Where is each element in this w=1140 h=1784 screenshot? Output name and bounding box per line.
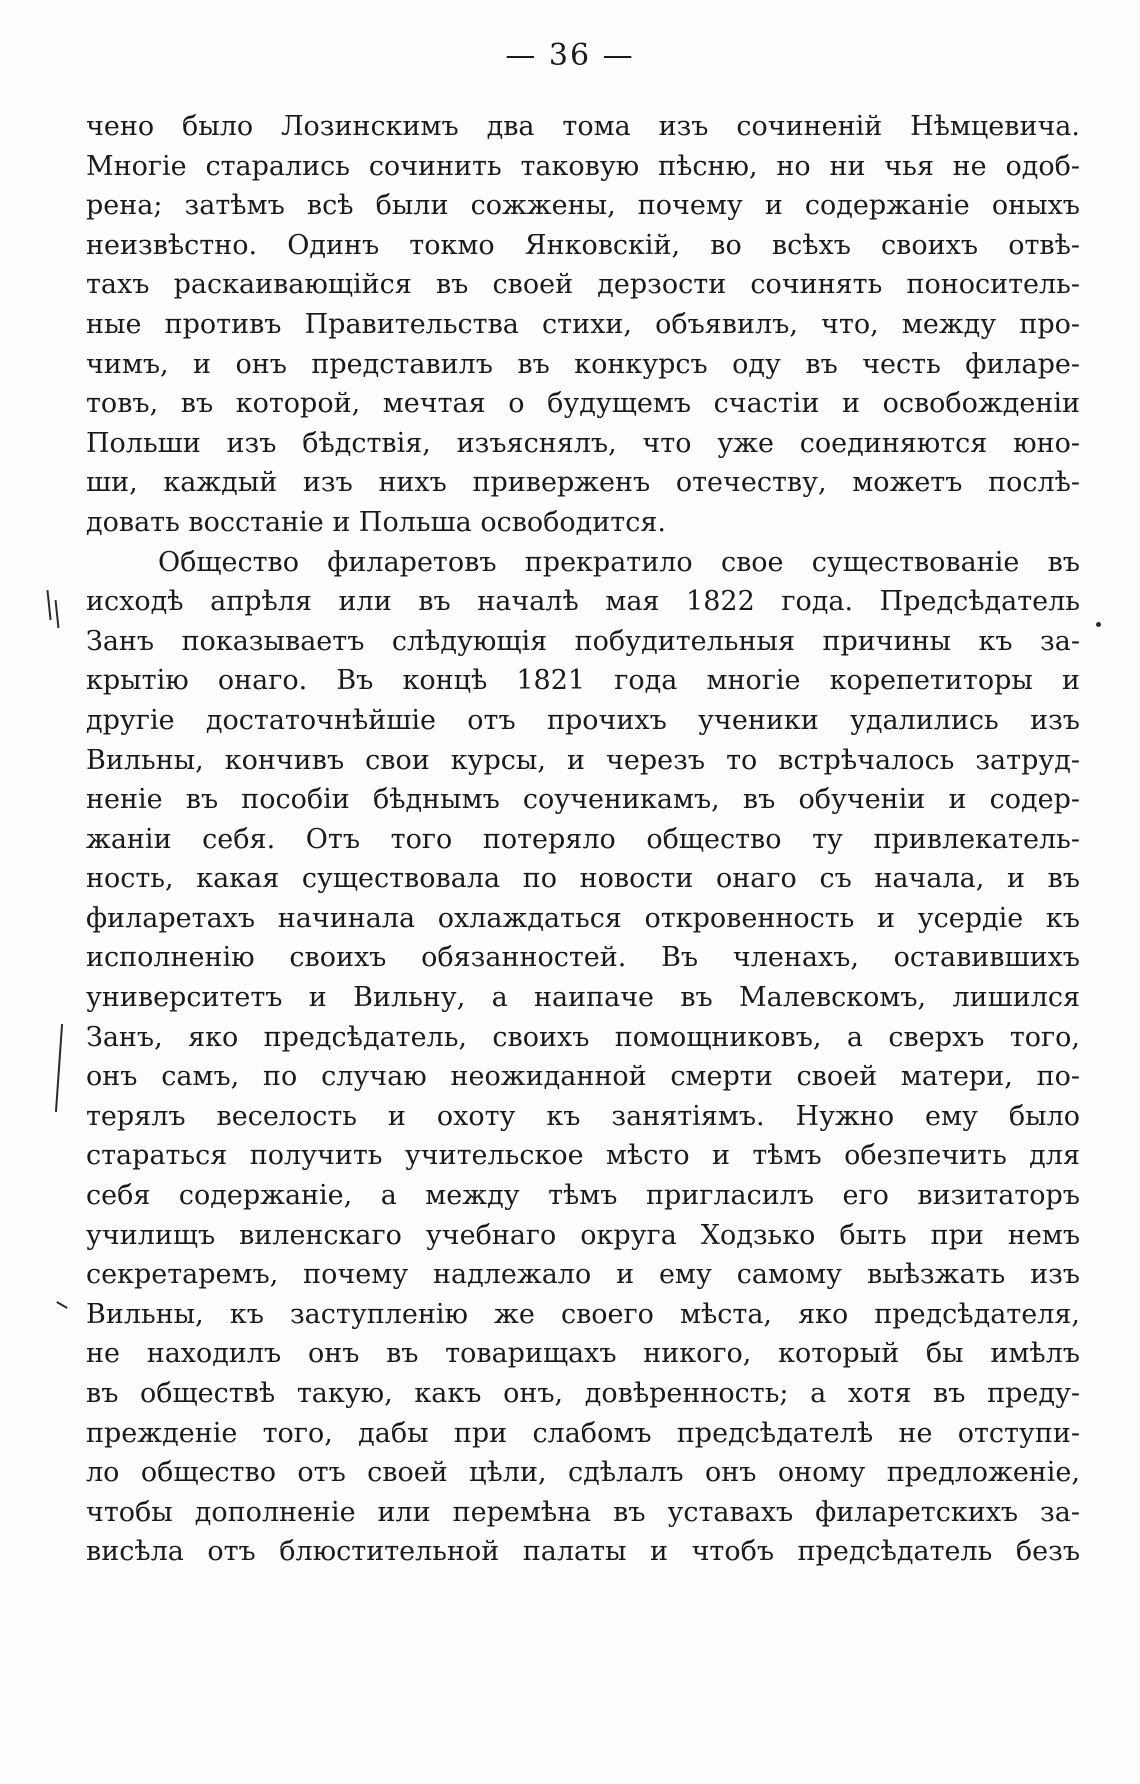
text-line: секретаремъ, почему надлежало и ему самому выѣзжать изъ <box>86 1259 1080 1291</box>
text-line: себя содержаніе, а между тѣмъ пригласилъ его визитаторъ <box>86 1180 1080 1212</box>
text-line: Занъ, яко предсѣдатель, своихъ помощниковъ, а сверхъ того, <box>86 1021 1080 1053</box>
text-line: Вильны, къ заступленію же своего мѣста, яко предсѣдателя, <box>86 1298 1080 1330</box>
text-line: училищъ виленскаго учебнаго округа Ходзько быть при немъ <box>86 1219 1080 1251</box>
text-line: тахъ раскаивающійся въ своей дерзости сочинять поноситель- <box>86 269 1080 301</box>
text-line: жаніи себя. Отъ того потеряло общество ту привлекатель- <box>86 823 1080 855</box>
margin-pencil-mark <box>56 1301 67 1309</box>
margin-dot-mark <box>1096 622 1101 627</box>
text-line: ло общество отъ своей цѣли, сдѣлалъ онъ оному предложеніе, <box>86 1457 1080 1489</box>
text-line: Польши изъ бѣдствія, изъяснялъ, что уже соединяются юно- <box>86 427 1080 459</box>
text-line: чимъ, и онъ представилъ въ конкурсъ оду въ честь филаре- <box>86 348 1080 380</box>
page-number: — 36 — <box>505 38 635 73</box>
text-line: Общество филаретовъ прекратило свое существованіе въ <box>158 546 1080 578</box>
text-line: филаретахъ начинала охлаждаться откровенность и усердіе къ <box>86 902 1080 934</box>
text-line: висѣла отъ блюстительной палаты и чтобъ предсѣдатель безъ <box>86 1536 1080 1568</box>
text-line: другіе достаточнѣйшіе отъ прочихъ ученики удалились изъ <box>86 704 1080 736</box>
text-line: ши, каждый изъ нихъ приверженъ отечеству, можетъ послѣ- <box>86 467 1080 499</box>
text-line: Занъ показываетъ слѣдующія побудительныя причины къ за- <box>86 625 1080 657</box>
text-line: онъ самъ, по случаю неожиданной смерти своей матери, по- <box>86 1061 1080 1093</box>
margin-pencil-mark <box>46 590 51 620</box>
text-line: стараться получить учительское мѣсто и тѣмъ обезпечить для <box>86 1140 1080 1172</box>
text-line: университетъ и Вильну, а наипаче въ Малевскомъ, лишился <box>86 982 1080 1014</box>
text-line: ность, какая существовала по новости онаго съ начала, и въ <box>86 863 1080 895</box>
text-line: рена; затѣмъ всѣ были сожжены, почему и содержаніе оныхъ <box>86 190 1080 222</box>
text-line: исполненію своихъ обязанностей. Въ членахъ, оставившихъ <box>86 942 1080 974</box>
text-line: товъ, въ которой, мечтая о будущемъ счастіи и освобожденіи <box>86 388 1080 420</box>
margin-pencil-mark <box>55 600 60 628</box>
text-line: крытію онаго. Въ концѣ 1821 года многіе корепетиторы и <box>86 665 1080 697</box>
margin-pencil-mark <box>55 1024 63 1112</box>
text-line: чено было Лозинскимъ два тома изъ сочиненій Нѣмцевича. <box>86 111 1080 142</box>
text-line: ные противъ Правительства стихи, объявилъ, что, между про- <box>86 308 1080 340</box>
text-line: исходѣ апрѣля или въ началѣ мая 1822 года. Предсѣдатель <box>86 586 1080 618</box>
text-line: прежденіе того, дабы при слабомъ предсѣдателѣ не отступи- <box>86 1417 1080 1449</box>
text-line: Многіе старались сочинить таковую пѣсню, но ни чья не одоб- <box>86 150 1080 182</box>
text-line: не находилъ онъ въ товарищахъ никого, который бы имѣлъ <box>86 1338 1080 1370</box>
text-line: Вильны, кончивъ свои курсы, и черезъ то встрѣчалось затруд- <box>86 744 1080 776</box>
body-text <box>86 107 1080 1572</box>
text-line: неизвѣстно. Одинъ токмо Янковскій, во всѣхъ своихъ отвѣ- <box>86 229 1080 261</box>
text-line: чтобы дополненіе или перемѣна въ уставахъ филаретскихъ за- <box>86 1496 1080 1528</box>
text-line: довать восстаніе и Польша освободится. <box>86 506 666 538</box>
text-line: въ обществѣ такую, какъ онъ, довѣренность; а хотя въ преду- <box>86 1378 1080 1409</box>
text-line: неніе въ пособіи бѣднымъ соученикамъ, въ обученіи и содер- <box>86 784 1080 816</box>
text-line: терялъ веселость и охоту къ занятіямъ. Нужно ему было <box>86 1100 1080 1132</box>
